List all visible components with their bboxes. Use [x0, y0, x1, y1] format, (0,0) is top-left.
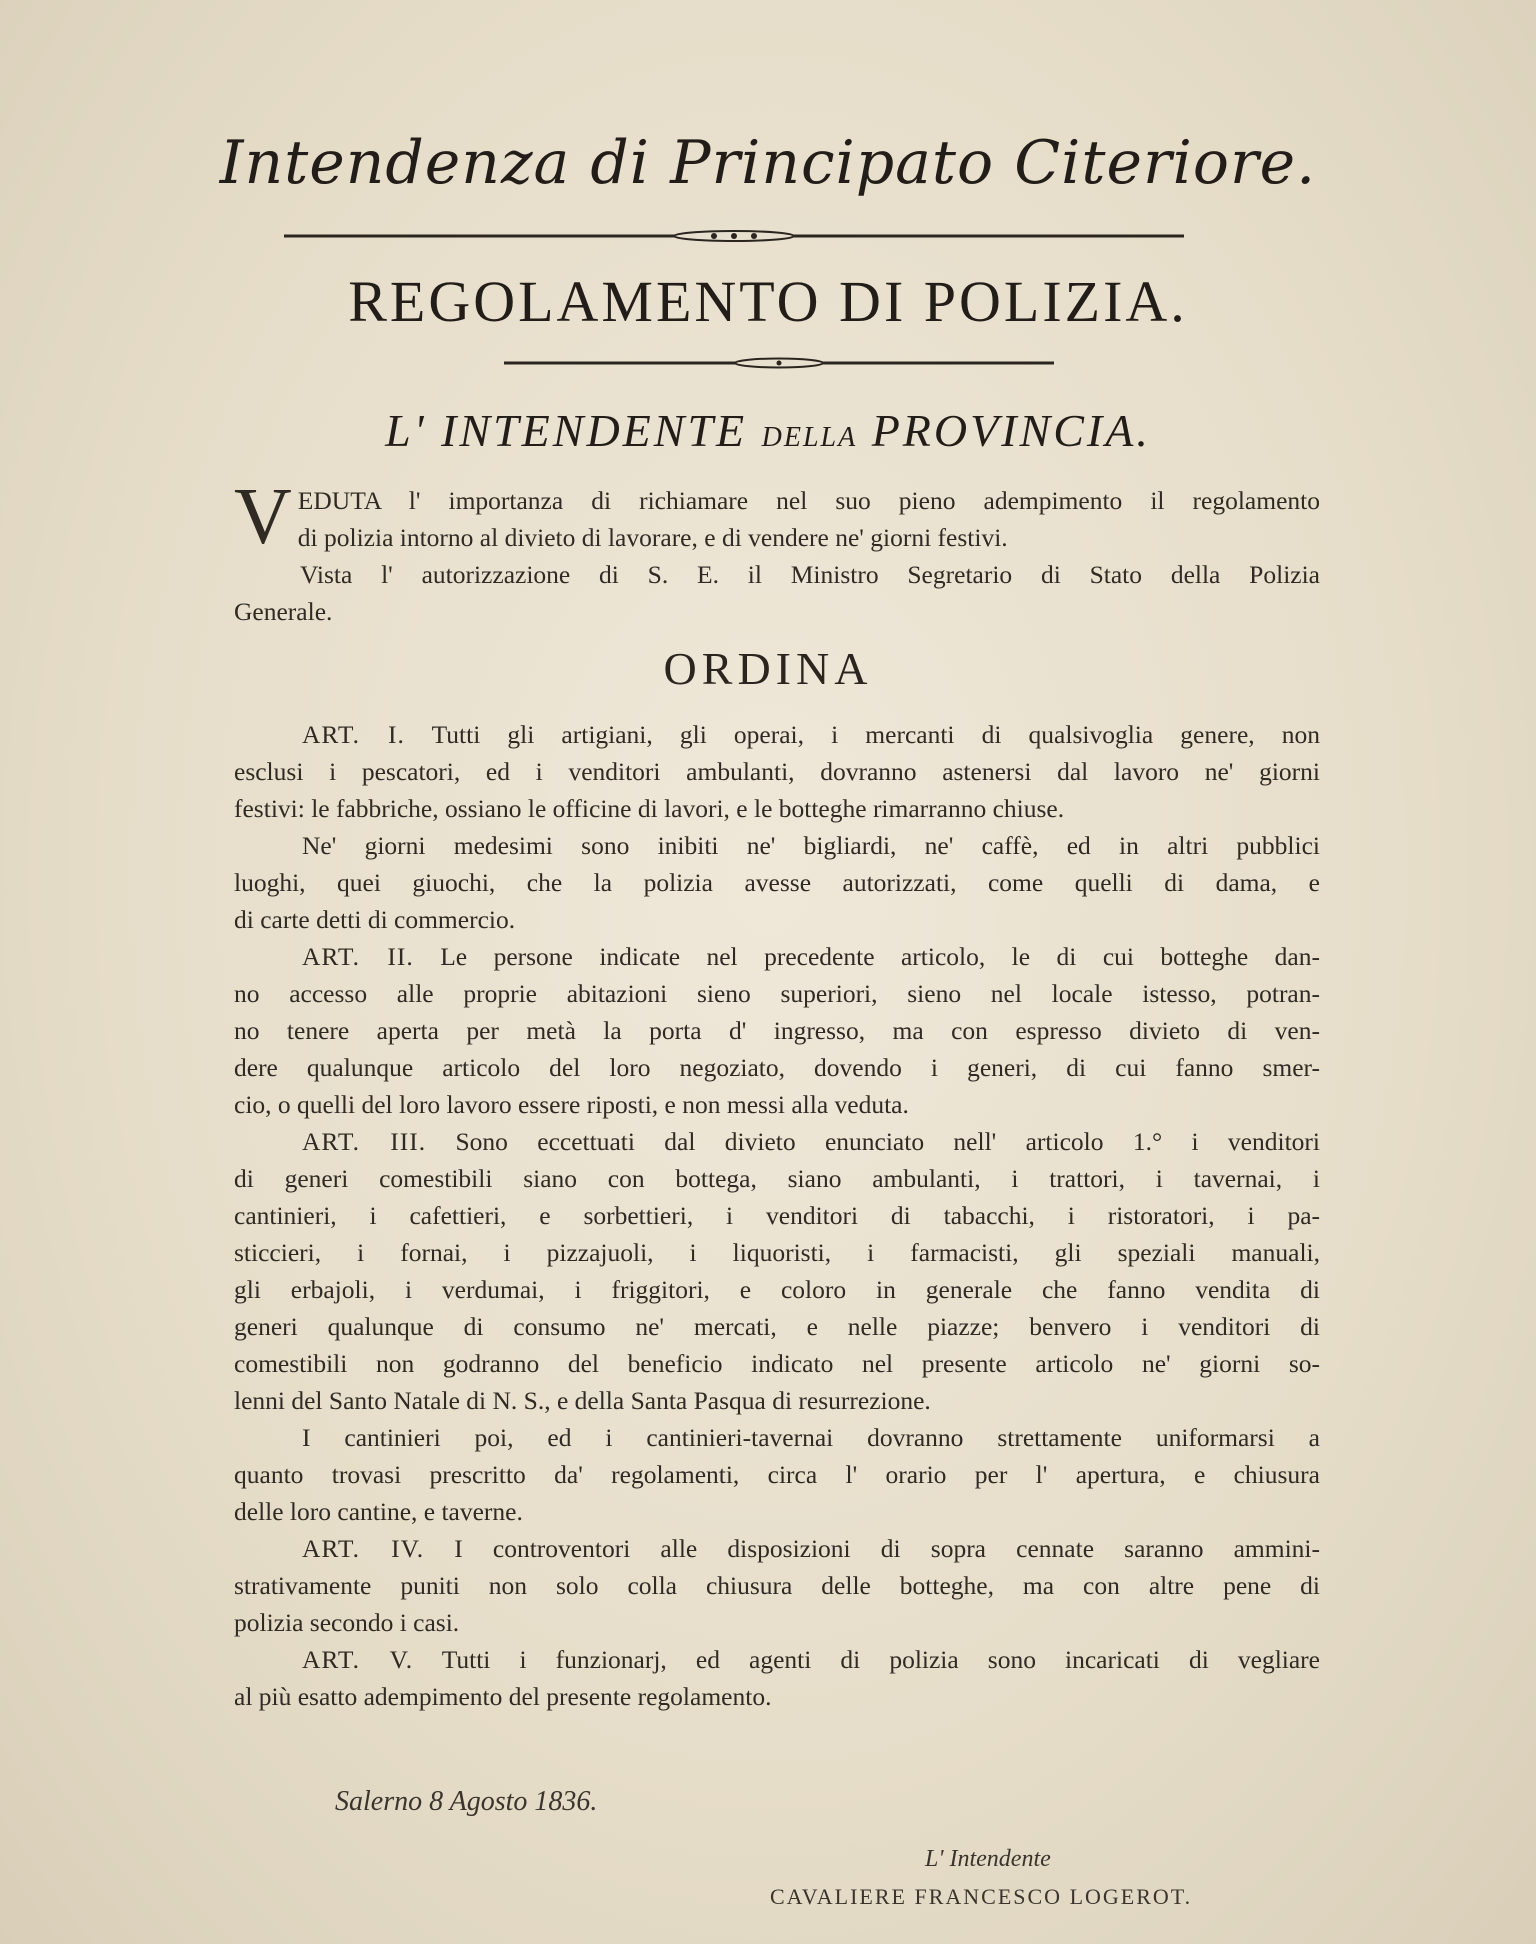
issuer-heading: [0, 404, 1536, 457]
ornamental-rule-middle: [504, 356, 1054, 370]
article-line: cio, o quelli del loro lavoro essere riposti, e non messi alla veduta.: [234, 1090, 909, 1119]
article-line: di carte detti di commercio.: [234, 905, 516, 934]
article-line: Ne' giorni medesimi sono inibiti ne' bigliardi, ne' caffè, ed in altri pubblici: [302, 831, 1320, 860]
article-line: festivi: le fabbriche, ossiano le officine di lavori, e le botteghe rimarranno chiuse.: [234, 794, 1065, 823]
article-line: lenni del Santo Natale di N. S., e della Santa Pasqua di resurrezione.: [234, 1386, 931, 1415]
article-text: Sono eccettuati dal divieto enunciato nell' articolo 1.° i venditori: [455, 1127, 1320, 1156]
ornamental-rule-top: [284, 228, 1184, 244]
signature-name: CAVALIERE FRANCESCO LOGEROT.: [770, 1884, 1193, 1909]
article-line: cantinieri, i cafettieri, e sorbettieri, i venditori di tabacchi, i ristoratori, i pa-: [234, 1201, 1320, 1230]
article-text: Tutti gli artigiani, gli operai, i mercanti di qualsivoglia genere, non: [431, 720, 1320, 749]
issuer-part-2: DELLA: [761, 422, 858, 453]
article-line: gli erbajoli, i verdumai, i friggitori, e coloro in generale che fanno vendita di: [234, 1275, 1320, 1304]
article-line: di generi comestibili siano con bottega, siano ambulanti, i trattori, i tavernai, i: [234, 1164, 1320, 1193]
article-line: [234, 938, 1320, 975]
article-line: [234, 1530, 1320, 1567]
ordina-heading: ORDINA: [663, 643, 873, 694]
article-line: dere qualunque articolo del loro negoziato, dovendo i generi, di cui fanno smer-: [234, 1053, 1320, 1082]
article-label: ART. II.: [302, 942, 414, 971]
article-line: [234, 1123, 1320, 1160]
article-text: I controventori alle disposizioni di sopra cennate saranno ammini-: [454, 1534, 1321, 1563]
issuer-part-3: PROVINCIA.: [871, 405, 1151, 456]
article-line: delle loro cantine, e taverne.: [234, 1497, 523, 1526]
preamble-line: Generale.: [234, 597, 333, 626]
article-line: luoghi, quei giuochi, che la polizia avesse autorizzati, come quelli di dama, e: [234, 868, 1320, 897]
article-line: quanto trovasi prescritto da' regolamenti, circa l' orario per l' apertura, e chiusura: [234, 1460, 1320, 1489]
article-line: comestibili non godranno del beneficio indicato nel presente articolo ne' giorni so-: [234, 1349, 1320, 1378]
heading-intendenza: Intendenza di Principato Citeriore.: [219, 128, 1317, 198]
title-regolamento: REGOLAMENTO DI POLIZIA.: [348, 269, 1188, 334]
preamble: [234, 473, 1320, 630]
date-line: Salerno 8 Agosto 1836.: [335, 1786, 598, 1817]
article-line: [234, 1641, 1320, 1678]
article-line: no accesso alle proprie abitazioni sieno superiori, sieno nel locale istesso, potran-: [234, 979, 1320, 1008]
article-label: ART. I.: [302, 720, 405, 749]
article-label: ART. III.: [302, 1127, 427, 1156]
article-line: polizia secondo i casi.: [234, 1608, 460, 1637]
article-line: no tenere aperta per metà la porta d' ingresso, ma con espresso divieto di ven-: [234, 1016, 1320, 1045]
article-line: strativamente puniti non solo colla chiusura delle botteghe, ma con altre pene di: [234, 1571, 1320, 1600]
issuer-part-1: L' INTENDENTE: [385, 405, 748, 456]
article-label: ART. V.: [302, 1645, 414, 1674]
article-line: esclusi i pescatori, ed i venditori ambulanti, dovranno astenersi dal lavoro ne' giorni: [234, 757, 1320, 786]
article-line: [234, 716, 1320, 753]
preamble-line: di polizia intorno al divieto di lavorare, e di vendere ne' giorni festivi.: [297, 523, 1008, 552]
article-line: al più esatto adempimento del presente regolamento.: [234, 1682, 772, 1711]
article-line: I cantinieri poi, ed i cantinieri-tavernai dovranno strettamente uniformarsi a: [302, 1423, 1320, 1452]
dropcap-letter: V: [234, 473, 292, 561]
article-line: sticcieri, i fornai, i pizzajuoli, i liquoristi, i farmacisti, gli speziali manuali,: [234, 1238, 1320, 1267]
article-line: generi qualunque di consumo ne' mercati, e nelle piazze; benvero i venditori di: [234, 1312, 1320, 1341]
preamble-line: Vista l' autorizzazione di S. E. il Ministro Segretario di Stato della Polizia: [300, 560, 1320, 589]
preamble-line: EDUTA l' importanza di richiamare nel suo pieno adempimento il regolamento: [297, 486, 1320, 515]
article-text: Tutti i funzionarj, ed agenti di polizia sono incaricati di vegliare: [441, 1645, 1320, 1674]
articles: [234, 716, 1320, 1715]
signature-role: L' Intendente: [925, 1846, 1051, 1872]
article-text: Le persone indicate nel precedente articolo, le di cui botteghe dan-: [440, 942, 1320, 971]
article-label: ART. IV.: [302, 1534, 425, 1563]
